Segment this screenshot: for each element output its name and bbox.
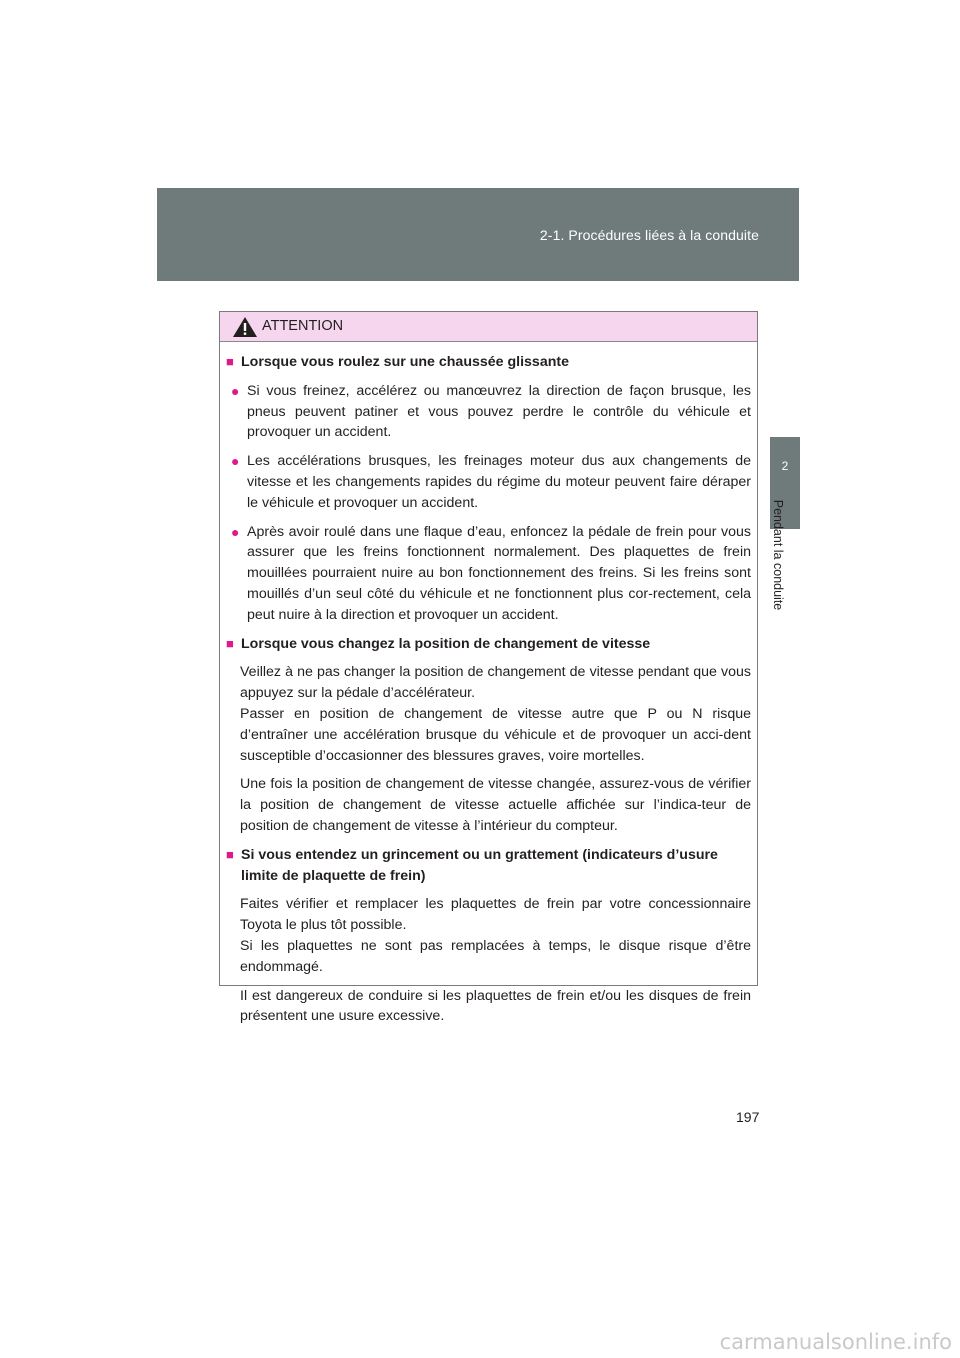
warning-body bbox=[220, 342, 757, 1027]
section-heading: ■ Lorsque vous roulez sur une chaussée glissante bbox=[226, 352, 751, 373]
chapter-number: 2 bbox=[781, 459, 789, 473]
paragraph: Une fois la position de changement de vitesse changée, assurez-vous de vérifier la position de changement de vitesse actuelle affichée sur l’indica-teur de position de changement de vitesse à l’intérieur du compteur. bbox=[240, 776, 751, 834]
circle-bullet-icon: ● bbox=[231, 453, 240, 470]
warning-triangle-icon bbox=[232, 316, 258, 338]
list-item: ● Si vous freinez, accélérez ou manœuvrez la direction de façon brusque, les pneus peuvent patiner et vous pouvez perdre le contrôle du véhicule et provoquer un accident. bbox=[226, 381, 751, 443]
warning-title: ATTENTION bbox=[262, 318, 344, 334]
section-title: 2-1. Procédures liées à la conduite bbox=[539, 227, 759, 243]
square-bullet-icon: ■ bbox=[226, 635, 234, 651]
section-heading: ■ Lorsque vous changez la position de changement de vitesse bbox=[226, 634, 751, 655]
watermark: carmanualsonline.info bbox=[719, 1330, 952, 1354]
paragraph: Veillez à ne pas changer la position de changement de vitesse pendant que vous appuyez sur la pédale d’accélérateur. Passer en position de changement de vitesse autre que P ou N risque d’entraîner une accélération brusque du véhicule et de provoquer un acci-dent susceptible d’occasionner des blessures graves, voire mortelles. bbox=[240, 664, 751, 764]
section-heading: ■ Si vous entendez un grincement ou un grattement (indicateurs d’usure limite de plaquette de frein) bbox=[226, 846, 718, 884]
list-item: ● Après avoir roulé dans une flaque d’eau, enfoncez la pédale de frein pour vous assurer que les freins fonctionnent normalement. Des plaquettes de frein mouillées pourraient nuire au bon fonctionnement des freins. Si les freins sont mouillés d’un seul côté du véhicule et ne fonctionnent plus cor-rectement, cela peut nuire à la direction et provoquer un accident. bbox=[226, 522, 751, 626]
warning-box bbox=[219, 311, 758, 1025]
paragraph: Faites vérifier et remplacer les plaquettes de frein par votre concessionnaire Toyota le plus tôt possible. Si les plaquettes ne sont pas remplacées à temps, le disque risque d’être endommagé. bbox=[240, 896, 751, 975]
paragraph: Il est dangereux de conduire si les plaquettes de frein et/ou les disques de frein présentent une usure excessive. bbox=[240, 987, 751, 1025]
list-item: ● Les accélérations brusques, les freinages moteur dus aux changements de vitesse et les changements rapides du régime du moteur peuvent faire déraper le véhicule et provoquer un accident. bbox=[226, 451, 751, 513]
page-number: 197 bbox=[736, 1109, 760, 1125]
circle-bullet-icon: ● bbox=[231, 523, 240, 540]
header-band bbox=[157, 188, 799, 281]
square-bullet-icon: ■ bbox=[226, 354, 234, 369]
square-bullet-icon: ■ bbox=[226, 846, 234, 862]
warning-header bbox=[220, 312, 757, 342]
circle-bullet-icon: ● bbox=[231, 382, 240, 399]
chapter-label: Pendant la conduite bbox=[771, 499, 785, 611]
